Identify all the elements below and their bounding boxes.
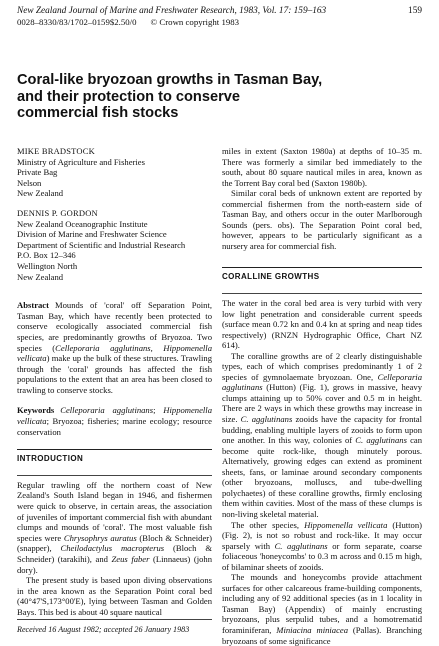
page-number: 159 bbox=[408, 6, 422, 16]
article-code: 0028–8330/83/1702–0159$2.50/0 bbox=[17, 17, 137, 27]
title-line: Coral-like bryozoan growths in Tasman Bay, bbox=[17, 72, 323, 88]
section-heading-coralline: CORALLINE GROWTHS bbox=[222, 272, 320, 282]
author-affiliation: Division of Marine and Freshwater Science bbox=[17, 229, 167, 240]
body-paragraph: The water in the coral bed area is very turbid with very low light penetration and considerable current speeds (surface mean 0.72 kn and 0.4 kn at spring and neap tides respectively) (RNZN Hydrographic Office, Chart NZ 614). bbox=[222, 298, 422, 351]
title-line: commercial fish stocks bbox=[17, 105, 179, 121]
author-name: DENNIS P. GORDON bbox=[17, 207, 98, 218]
received-footnote: Received 16 August 1982; accepted 26 January 1983 bbox=[17, 619, 212, 634]
right-column bbox=[222, 146, 422, 646]
author-name: MIKE BRADSTOCK bbox=[17, 146, 95, 156]
author-block bbox=[17, 146, 212, 199]
left-column bbox=[17, 146, 212, 618]
species-name: C. agglutinans bbox=[274, 540, 328, 551]
body-paragraph: The coralline growths are of 2 clearly distinguishable types, each of which comprises predominantly 1 of 2 species of gymnolaemate bryozoan. One, Celleporaria agglutinans (Hutton) (Fig. 1), grows in massive, heavy clumps attaining up to 50% cover and 0.5 m in height. There are 2 ways in which these growths may increase in size. C. agglutinans zooids have the capacity for frontal budding, enabling multiple layers of zooids to form upon one another. In this way, colonies of C. agglutinans can become quite rock-like, though minutely porous. Alternatively, growing edges can extend as prominent sheets, fans, or laminae around secondary components (other bryozoans, molluscs, and tube-dwelling polychaetes) of these coralline growths, firmly enclosing them within cavities. Most of the mass of these clumps is non-living skeletal material. bbox=[222, 350, 423, 519]
article-code-line bbox=[17, 17, 422, 28]
author-address: P.O. Box 12–346 bbox=[17, 250, 76, 261]
author-address: Nelson bbox=[17, 177, 42, 188]
species-name: Cheilodactylus macropterus bbox=[60, 543, 165, 554]
author-affiliation: Department of Scientific and Industrial Research bbox=[17, 239, 186, 250]
body-paragraph: miles in extent (Saxton 1980a) at depths of 10–35 m. There was formerly a similar bed immediately to the south, about 80 square nautical miles in area, known as the Torrent Bay coral bed (Saxton 1980b). bbox=[222, 146, 422, 188]
abstract-text: Abstract Mounds of 'coral' off Separation Point, Tasman Bay, which have recently been protected to conserve ecologically associated commercial fish species, are predominantly growths of Bryozoa. Two species (Celleporaria agglutinans, Hippomenella vellicata) make up the bulk of these structures. Trawling through the 'coral' grounds has affected the fish populations to the extent that an area has been closed to trawling to conserve stocks. bbox=[17, 300, 212, 395]
species-name: Miniacina miniacea bbox=[276, 624, 348, 635]
author-address: Private Bag bbox=[17, 167, 58, 178]
keywords-label: Keywords bbox=[17, 405, 55, 416]
author-block bbox=[17, 208, 212, 282]
species-name: Hippomenella vellicata bbox=[304, 519, 388, 530]
author-address: Wellington North bbox=[17, 260, 78, 271]
journal-citation: New Zealand Journal of Marine and Freshwater Research, 1983, Vol. 17: 159–163 bbox=[17, 6, 327, 16]
keywords: Keywords Celleporaria agglutinans; Hippomenella vellicata; Bryozoa; fisheries; marine ecology; resource conservation bbox=[17, 405, 212, 437]
running-head bbox=[17, 6, 422, 28]
abstract-label: Abstract bbox=[17, 300, 49, 311]
body-paragraph: Similar coral beds of unknown extent are reported by commercial fishermen from the north-eastern side of Tasman Bay, and others occur in the outer Marlborough Sounds (pers. obs). The Separation Point coral bed, however, appears to be particularly significant as a nursery area for commercial fish. bbox=[222, 188, 422, 251]
species-name: Celleporaria agglutinans bbox=[55, 342, 151, 353]
author-address: New Zealand bbox=[17, 188, 64, 199]
body-paragraph: The mounds and honeycombs provide attachment surfaces for other calcareous frame-building components, including any of 92 additional species (as in 1 locality in Tasman Bay) (Appendix) of mainly encrusting bryozoans, plus serpulid tubes, and a homotrematid foraminiferan, Miniacina miniacea (Pallas). Branching bryozoans of some significance bbox=[222, 572, 422, 646]
body-paragraph: Regular trawling off the northern coast of New Zealand's South Island began in 1946, and fishermen were quick to observe, in certain areas, the association of juveniles of important commercial fish with abundant clumps and mounds of 'coral'. The most valuable fish species were Chrysophrys auratus (Bloch & Schneider) (snapper), Cheilodactylus macropterus (Bloch & Schneider) (tarakihi), and Zeus faber (Linnaeus) (john dory). bbox=[17, 479, 213, 575]
footnote-rule bbox=[17, 619, 212, 620]
species-name: Celleporaria agglutinans bbox=[60, 405, 154, 416]
species-name: Chrysophrys auratus bbox=[63, 532, 137, 543]
abstract bbox=[17, 300, 212, 437]
species-name: Hippomenella vellicata bbox=[17, 405, 212, 427]
body-paragraph: The other species, Hippomenella vellicata (Hutton) (Fig. 2), is not so robust and rock-like. It may occur sparsely with C. agglutinans or form separate, coarse foliaceous 'honeycombs' to 0.3 m across and 0.15 m high, of bilaminar sheets of zooids. bbox=[222, 519, 422, 572]
species-name: C. agglutinans bbox=[240, 414, 293, 425]
author-affiliation: New Zealand Oceanographic Institute bbox=[17, 218, 148, 229]
author-address: New Zealand bbox=[17, 271, 64, 282]
body-paragraph: The present study is based upon diving observations in the area known as the Separation Point coral bed (40°47'S,173°00'E), lying between Tasman and Golden Bays. This bed is about 40 square nautical bbox=[17, 575, 212, 617]
species-name: Celleporaria agglutinans bbox=[222, 371, 422, 393]
section-heading-introduction: INTRODUCTION bbox=[17, 454, 84, 464]
author-affiliation: Ministry of Agriculture and Fisheries bbox=[17, 156, 145, 167]
copyright-notice: © Crown copyright 1983 bbox=[150, 17, 240, 27]
article-title bbox=[17, 72, 357, 122]
title-line: and their protection to conserve bbox=[17, 88, 240, 105]
species-name: Zeus faber bbox=[111, 554, 150, 564]
species-name: C. agglutinans bbox=[355, 435, 407, 446]
species-name: Hippomenella vellicata bbox=[17, 342, 212, 364]
